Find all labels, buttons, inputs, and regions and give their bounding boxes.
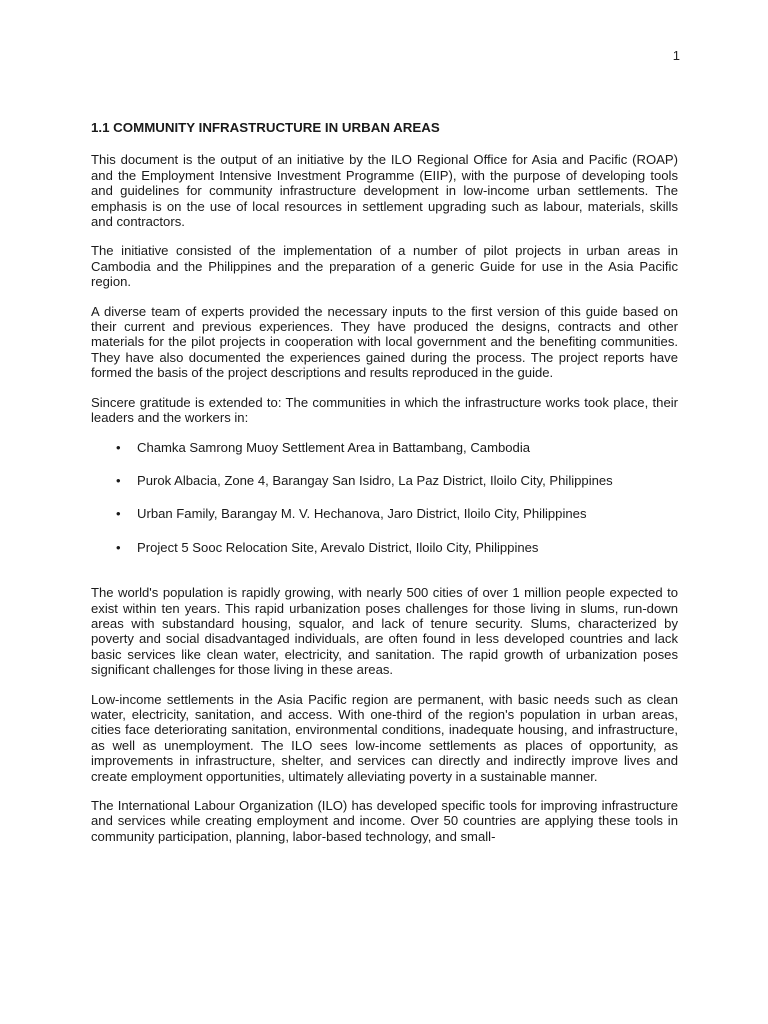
bullet-icon: •	[116, 472, 121, 488]
list-item	[91, 473, 678, 488]
page-number: 1	[672, 48, 680, 63]
document-body	[91, 120, 678, 858]
settlement-list	[91, 440, 678, 556]
bullet-icon: •	[116, 539, 121, 555]
paragraph-population: The world's population is rapidly growing, with nearly 500 cities of over 1 million people expected to exist within ten years. This rapid urbanization poses challenges for those living in slums, run-down areas with substandard housing, squalor, and lack of tenure security. Slums, characterized by poverty and social disadvantaged individuals, are often found in less developed countries and lack basic services like clean water, electricity, and sanitation. The rapid growth of urbanization poses significant challenges for those living in these areas.	[91, 585, 678, 678]
paragraph-ilo-tools: The International Labour Organization (ILO) has developed specific tools for improving infrastructure and services while creating employment and income. Over 50 countries are applying these tools in community participation, planning, labor-based technology, and small-	[91, 798, 678, 844]
paragraph-low-income: Low-income settlements in the Asia Pacific region are permanent, with basic needs such as clean water, electricity, sanitation, and access. With one-third of the region's population in urban areas, cities face deteriorating sanitation, environmental conditions, inadequate housing, and infrastructure, as well as unemployment. The ILO sees low-income settlements as places of opportunity, as improvements in infrastructure, shelter, and services can directly and indirectly improve lives and create employment opportunities, ultimately alleviating poverty in a sustainable manner.	[91, 691, 678, 784]
list-item-text: Chamka Samrong Muoy Settlement Area in Battambang, Cambodia	[137, 439, 531, 455]
paragraph-intro: This document is the output of an initiative by the ILO Regional Office for Asia and Pacific (ROAP) and the Employment Intensive Investment Programme (EIIP), with the purpose of developing tools and guidelines for community infrastructure development in low-income urban settlements. The emphasis is on the use of local resources in settlement upgrading such as labour, materials, skills and contractors.	[91, 152, 678, 230]
after-list-section	[91, 585, 678, 844]
list-item	[91, 540, 678, 555]
list-item	[91, 506, 678, 521]
list-item-text: Purok Albacia, Zone 4, Barangay San Isidro, La Paz District, Iloilo City, Philippines	[137, 472, 613, 488]
paragraph-experts: A diverse team of experts provided the necessary inputs to the first version of this guide based on their current and previous experiences. They have produced the designs, contracts and other materials for the pilot projects in cooperation with local government and the benefiting communities. They have also documented the experiences gained during the process. The project reports have formed the basis of the project descriptions and results reproduced in the guide.	[91, 303, 678, 381]
list-item-text: Project 5 Sooc Relocation Site, Arevalo District, Iloilo City, Philippines	[137, 539, 539, 555]
bullet-icon: •	[116, 506, 121, 522]
paragraph-initiative: The initiative consisted of the implementation of a number of pilot projects in urban areas in Cambodia and the Philippines and the preparation of a generic Guide for use in the Asia Pacific region.	[91, 243, 678, 290]
section-heading: 1.1 COMMUNITY INFRASTRUCTURE IN URBAN AREAS	[91, 120, 440, 135]
list-item	[91, 440, 678, 455]
list-item-text: Urban Family, Barangay M. V. Hechanova, Jaro District, Iloilo City, Philippines	[137, 506, 587, 522]
paragraph-gratitude: Sincere gratitude is extended to: The communities in which the infrastructure works took place, their leaders and the workers in:	[91, 394, 678, 426]
bullet-icon: •	[116, 439, 121, 455]
